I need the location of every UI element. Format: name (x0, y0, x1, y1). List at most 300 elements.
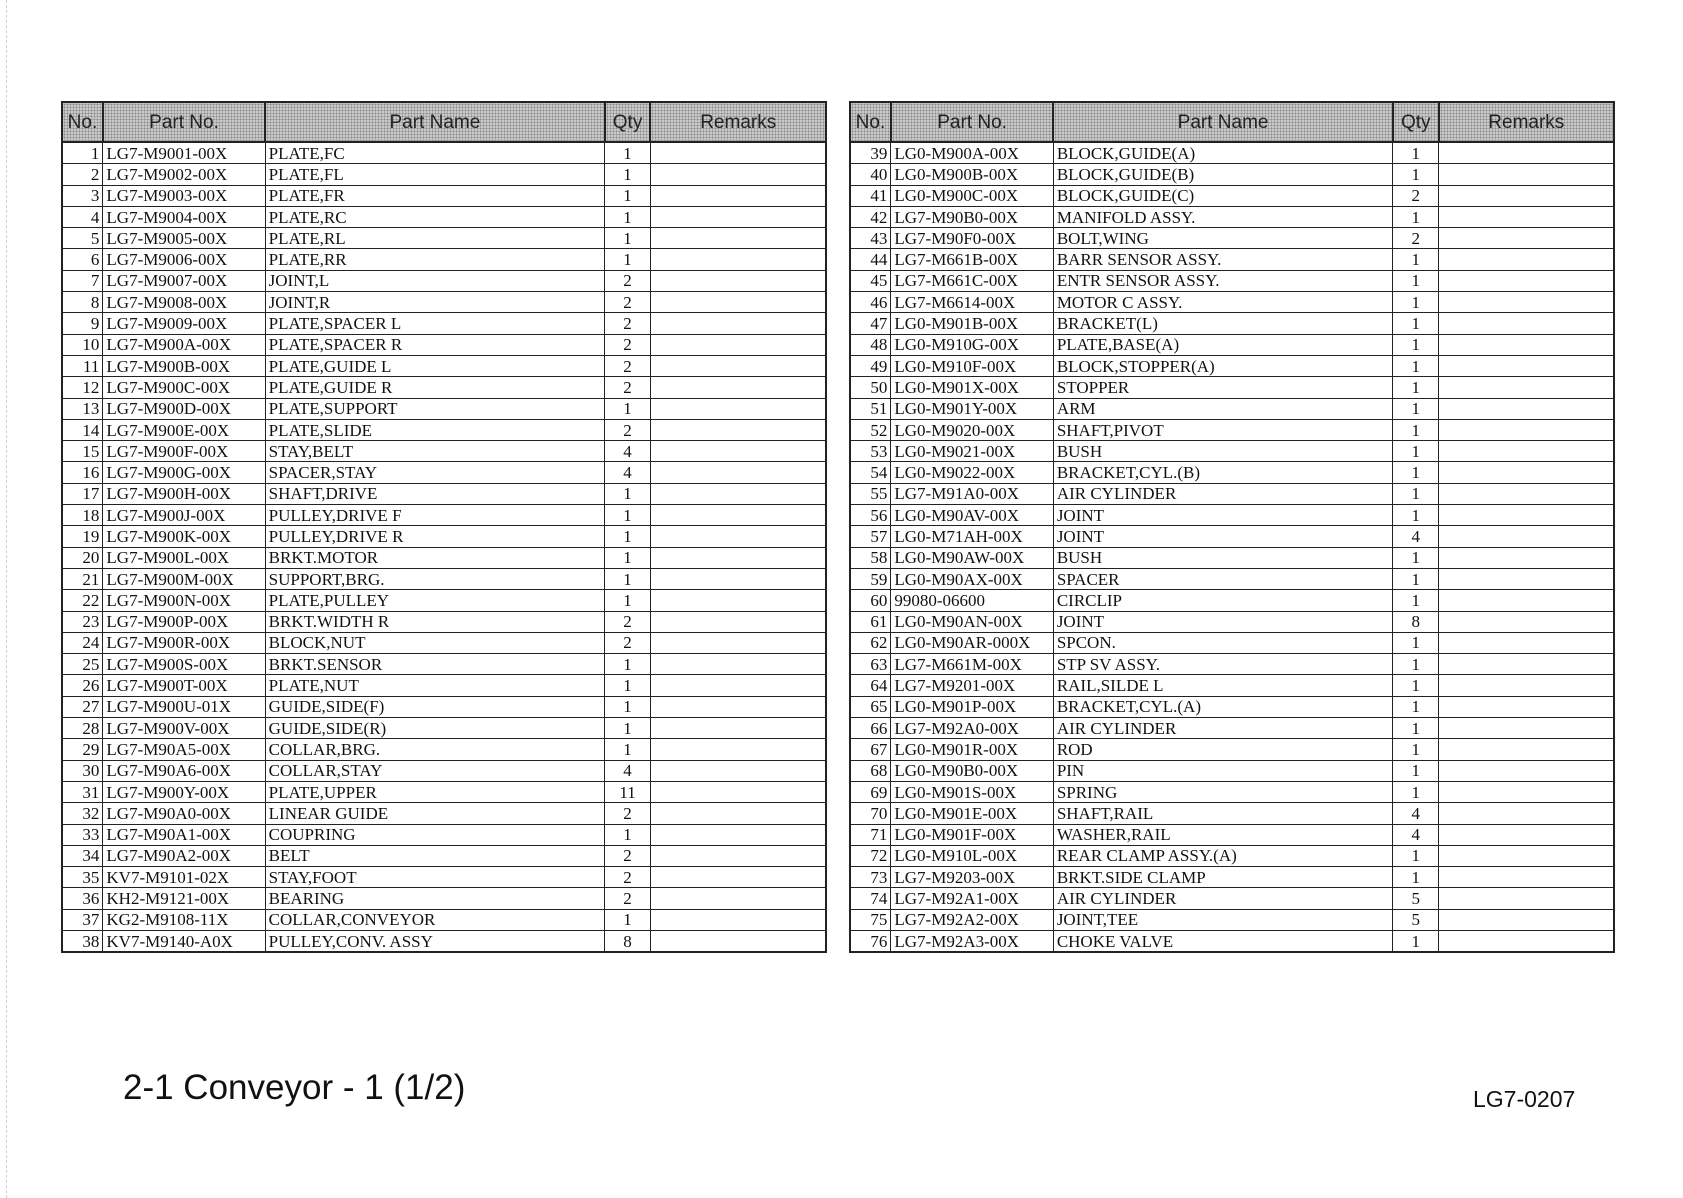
cell-qty: 4 (605, 441, 651, 462)
cell-part-name: CIRCLIP (1053, 590, 1393, 611)
table-row (850, 270, 1614, 291)
table-row (62, 547, 826, 568)
cell-no: 62 (850, 632, 891, 653)
table-row (850, 334, 1614, 355)
parts-table-body (62, 142, 826, 952)
cell-no: 42 (850, 206, 891, 227)
table-row (850, 164, 1614, 185)
cell-part-name: BLOCK,GUIDE(B) (1053, 164, 1393, 185)
cell-part-name: PLATE,SLIDE (265, 419, 605, 440)
cell-no: 9 (62, 313, 103, 334)
cell-qty: 1 (1393, 930, 1439, 952)
cell-part-name: JOINT,R (265, 292, 605, 313)
cell-remarks (650, 419, 826, 440)
cell-part-name: ARM (1053, 398, 1393, 419)
cell-part-no: LG7-M900B-00X (103, 355, 265, 376)
table-row (62, 441, 826, 462)
table-row (62, 483, 826, 504)
table-row (62, 654, 826, 675)
cell-qty: 1 (1393, 739, 1439, 760)
table-row (850, 632, 1614, 653)
cell-no: 51 (850, 398, 891, 419)
cell-no: 56 (850, 505, 891, 526)
cell-part-no: LG0-M901F-00X (891, 824, 1053, 845)
table-row (62, 164, 826, 185)
cell-remarks (650, 164, 826, 185)
cell-part-no: LG0-M901Y-00X (891, 398, 1053, 419)
cell-qty: 2 (605, 419, 651, 440)
cell-part-no: LG7-M90A6-00X (103, 760, 265, 781)
cell-part-no: LG7-M6614-00X (891, 292, 1053, 313)
cell-part-no: LG7-M9008-00X (103, 292, 265, 313)
cell-no: 34 (62, 845, 103, 866)
cell-remarks (650, 632, 826, 653)
header-part-name: Part Name (1053, 102, 1393, 142)
cell-part-name: ENTR SENSOR ASSY. (1053, 270, 1393, 291)
cell-part-no: LG7-M9005-00X (103, 228, 265, 249)
cell-part-no: LG7-M9201-00X (891, 675, 1053, 696)
cell-part-name: BARR SENSOR ASSY. (1053, 249, 1393, 270)
cell-remarks (1439, 228, 1614, 249)
cell-remarks (650, 845, 826, 866)
cell-part-no: LG7-M90A1-00X (103, 824, 265, 845)
cell-part-name: MOTOR C ASSY. (1053, 292, 1393, 313)
cell-part-name: PULLEY,CONV. ASSY (265, 930, 605, 952)
cell-no: 48 (850, 334, 891, 355)
table-row (850, 568, 1614, 589)
cell-part-name: JOINT,TEE (1053, 909, 1393, 930)
header-part-name: Part Name (265, 102, 605, 142)
table-row (62, 462, 826, 483)
cell-no: 43 (850, 228, 891, 249)
cell-part-no: LG7-M900T-00X (103, 675, 265, 696)
cell-qty: 1 (605, 206, 651, 227)
document-code: LG7-0207 (1473, 1086, 1576, 1112)
cell-qty: 1 (1393, 441, 1439, 462)
table-row (62, 313, 826, 334)
table-row (850, 206, 1614, 227)
cell-remarks (1439, 760, 1614, 781)
cell-remarks (650, 824, 826, 845)
table-row (62, 228, 826, 249)
cell-part-no: LG7-M900E-00X (103, 419, 265, 440)
cell-part-no: LG7-M900L-00X (103, 547, 265, 568)
cell-qty: 2 (605, 611, 651, 632)
cell-qty: 1 (1393, 142, 1439, 164)
cell-part-name: PLATE,NUT (265, 675, 605, 696)
cell-no: 23 (62, 611, 103, 632)
cell-remarks (650, 505, 826, 526)
cell-qty: 1 (1393, 675, 1439, 696)
cell-qty: 2 (605, 888, 651, 909)
table-row (62, 355, 826, 376)
table-row (62, 419, 826, 440)
cell-qty: 2 (605, 845, 651, 866)
cell-part-name: PULLEY,DRIVE R (265, 526, 605, 547)
cell-remarks (650, 909, 826, 930)
cell-part-no: LG7-M900P-00X (103, 611, 265, 632)
table-row (850, 845, 1614, 866)
cell-remarks (1439, 654, 1614, 675)
cell-remarks (650, 781, 826, 802)
cell-remarks (650, 228, 826, 249)
cell-part-no: LG7-M900V-00X (103, 718, 265, 739)
cell-no: 44 (850, 249, 891, 270)
cell-no: 45 (850, 270, 891, 291)
cell-remarks (650, 185, 826, 206)
cell-part-no: LG7-M900G-00X (103, 462, 265, 483)
cell-remarks (1439, 249, 1614, 270)
cell-qty: 1 (605, 909, 651, 930)
cell-part-name: GUIDE,SIDE(F) (265, 696, 605, 717)
cell-part-no: LG7-M90F0-00X (891, 228, 1053, 249)
table-row (850, 909, 1614, 930)
cell-remarks (650, 377, 826, 398)
cell-part-name: BLOCK,GUIDE(C) (1053, 185, 1393, 206)
cell-part-name: BOLT,WING (1053, 228, 1393, 249)
cell-part-no: LG7-M9004-00X (103, 206, 265, 227)
table-row (850, 824, 1614, 845)
header-remarks: Remarks (650, 102, 826, 142)
cell-qty: 1 (605, 675, 651, 696)
table-row (62, 696, 826, 717)
cell-part-name: CHOKE VALVE (1053, 930, 1393, 952)
cell-part-no: LG7-M90A5-00X (103, 739, 265, 760)
cell-part-name: BRACKET,CYL.(A) (1053, 696, 1393, 717)
cell-part-name: SUPPORT,BRG. (265, 568, 605, 589)
cell-qty: 2 (605, 334, 651, 355)
cell-part-name: COLLAR,CONVEYOR (265, 909, 605, 930)
cell-qty: 4 (605, 462, 651, 483)
cell-qty: 1 (1393, 781, 1439, 802)
cell-no: 5 (62, 228, 103, 249)
header-part-no: Part No. (891, 102, 1053, 142)
cell-remarks (1439, 718, 1614, 739)
cell-qty: 8 (605, 930, 651, 952)
cell-part-no: LG7-M9001-00X (103, 142, 265, 164)
cell-no: 61 (850, 611, 891, 632)
cell-no: 29 (62, 739, 103, 760)
cell-qty: 1 (1393, 760, 1439, 781)
cell-no: 75 (850, 909, 891, 930)
cell-part-no: LG7-M900H-00X (103, 483, 265, 504)
cell-part-name: BUSH (1053, 547, 1393, 568)
cell-qty: 1 (605, 483, 651, 504)
cell-remarks (1439, 441, 1614, 462)
table-row (62, 781, 826, 802)
cell-qty: 1 (605, 526, 651, 547)
table-row (62, 590, 826, 611)
cell-no: 14 (62, 419, 103, 440)
table-row (62, 739, 826, 760)
cell-remarks (1439, 334, 1614, 355)
cell-part-no: LG7-M900D-00X (103, 398, 265, 419)
cell-qty: 1 (605, 164, 651, 185)
cell-no: 19 (62, 526, 103, 547)
cell-part-name: BRACKET,CYL.(B) (1053, 462, 1393, 483)
table-row (62, 142, 826, 164)
cell-remarks (1439, 206, 1614, 227)
cell-qty: 1 (605, 568, 651, 589)
cell-part-no: LG0-M901B-00X (891, 313, 1053, 334)
cell-part-name: STAY,FOOT (265, 867, 605, 888)
cell-part-no: LG0-M90AN-00X (891, 611, 1053, 632)
cell-part-no: LG0-M90B0-00X (891, 760, 1053, 781)
cell-part-no: LG7-M661B-00X (891, 249, 1053, 270)
cell-no: 67 (850, 739, 891, 760)
table-row (62, 185, 826, 206)
cell-part-name: WASHER,RAIL (1053, 824, 1393, 845)
table-row (62, 398, 826, 419)
cell-remarks (650, 142, 826, 164)
cell-part-name: BLOCK,GUIDE(A) (1053, 142, 1393, 164)
cell-qty: 1 (605, 718, 651, 739)
cell-remarks (1439, 355, 1614, 376)
table-row (850, 142, 1614, 164)
table-row (850, 611, 1614, 632)
cell-no: 76 (850, 930, 891, 952)
table-row (62, 206, 826, 227)
cell-part-name: JOINT (1053, 505, 1393, 526)
cell-part-name: BRACKET(L) (1053, 313, 1393, 334)
cell-part-no: LG7-M9009-00X (103, 313, 265, 334)
scan-edge-line (6, 0, 7, 1198)
cell-remarks (1439, 909, 1614, 930)
cell-part-no: LG7-M90B0-00X (891, 206, 1053, 227)
cell-no: 21 (62, 568, 103, 589)
table-row (850, 803, 1614, 824)
cell-qty: 1 (1393, 398, 1439, 419)
cell-qty: 1 (605, 249, 651, 270)
table-row (850, 398, 1614, 419)
cell-no: 70 (850, 803, 891, 824)
cell-part-name: PLATE,RR (265, 249, 605, 270)
cell-qty: 1 (1393, 867, 1439, 888)
cell-qty: 1 (1393, 313, 1439, 334)
cell-no: 63 (850, 654, 891, 675)
cell-remarks (1439, 462, 1614, 483)
table-row (850, 355, 1614, 376)
cell-qty: 4 (1393, 824, 1439, 845)
table-row (850, 377, 1614, 398)
cell-part-no: LG0-M900A-00X (891, 142, 1053, 164)
cell-part-name: JOINT (1053, 526, 1393, 547)
cell-remarks (1439, 398, 1614, 419)
cell-remarks (1439, 696, 1614, 717)
cell-remarks (1439, 377, 1614, 398)
cell-no: 47 (850, 313, 891, 334)
cell-no: 50 (850, 377, 891, 398)
cell-no: 71 (850, 824, 891, 845)
cell-part-no: LG7-M9003-00X (103, 185, 265, 206)
cell-no: 37 (62, 909, 103, 930)
table-row (850, 483, 1614, 504)
cell-remarks (650, 888, 826, 909)
cell-part-name: RAIL,SILDE L (1053, 675, 1393, 696)
cell-qty: 1 (1393, 292, 1439, 313)
table-row (62, 292, 826, 313)
table-row (62, 930, 826, 952)
cell-part-name: SPRING (1053, 781, 1393, 802)
cell-part-name: BUSH (1053, 441, 1393, 462)
cell-no: 36 (62, 888, 103, 909)
cell-part-no: LG0-M90AX-00X (891, 568, 1053, 589)
cell-qty: 1 (605, 654, 651, 675)
table-row (850, 590, 1614, 611)
cell-no: 66 (850, 718, 891, 739)
cell-remarks (1439, 419, 1614, 440)
cell-part-name: SHAFT,PIVOT (1053, 419, 1393, 440)
cell-remarks (1439, 739, 1614, 760)
cell-part-name: PLATE,BASE(A) (1053, 334, 1393, 355)
cell-part-no: LG7-M661C-00X (891, 270, 1053, 291)
cell-no: 18 (62, 505, 103, 526)
table-row (850, 505, 1614, 526)
cell-qty: 1 (1393, 270, 1439, 291)
table-row (62, 824, 826, 845)
cell-remarks (1439, 568, 1614, 589)
cell-part-name: PLATE,GUIDE R (265, 377, 605, 398)
cell-remarks (1439, 824, 1614, 845)
cell-part-name: PLATE,FL (265, 164, 605, 185)
cell-part-no: 99080-06600 (891, 590, 1053, 611)
cell-part-name: PIN (1053, 760, 1393, 781)
cell-part-no: LG7-M9006-00X (103, 249, 265, 270)
cell-qty: 1 (1393, 568, 1439, 589)
cell-qty: 5 (1393, 888, 1439, 909)
cell-qty: 11 (605, 781, 651, 802)
table-row (850, 718, 1614, 739)
cell-part-no: LG7-M900S-00X (103, 654, 265, 675)
cell-part-name: STAY,BELT (265, 441, 605, 462)
cell-no: 39 (850, 142, 891, 164)
cell-part-name: COLLAR,BRG. (265, 739, 605, 760)
cell-qty: 1 (605, 142, 651, 164)
cell-no: 10 (62, 334, 103, 355)
cell-qty: 4 (1393, 526, 1439, 547)
cell-qty: 5 (1393, 909, 1439, 930)
cell-part-name: PULLEY,DRIVE F (265, 505, 605, 526)
cell-remarks (650, 334, 826, 355)
cell-no: 54 (850, 462, 891, 483)
cell-part-no: KG2-M9108-11X (103, 909, 265, 930)
cell-part-name: AIR CYLINDER (1053, 718, 1393, 739)
cell-no: 2 (62, 164, 103, 185)
cell-part-name: STP SV ASSY. (1053, 654, 1393, 675)
cell-qty: 1 (1393, 590, 1439, 611)
cell-part-no: LG0-M71AH-00X (891, 526, 1053, 547)
cell-no: 72 (850, 845, 891, 866)
cell-remarks (1439, 632, 1614, 653)
cell-part-no: LG7-M661M-00X (891, 654, 1053, 675)
cell-remarks (650, 206, 826, 227)
cell-remarks (1439, 867, 1614, 888)
cell-qty: 1 (1393, 206, 1439, 227)
cell-remarks (1439, 185, 1614, 206)
cell-part-no: LG0-M901S-00X (891, 781, 1053, 802)
cell-no: 59 (850, 568, 891, 589)
table-row (850, 888, 1614, 909)
cell-remarks (650, 739, 826, 760)
cell-no: 68 (850, 760, 891, 781)
cell-qty: 1 (1393, 718, 1439, 739)
cell-part-no: LG0-M910G-00X (891, 334, 1053, 355)
cell-no: 49 (850, 355, 891, 376)
table-row (850, 313, 1614, 334)
cell-no: 28 (62, 718, 103, 739)
cell-part-name: PLATE,FR (265, 185, 605, 206)
cell-qty: 4 (1393, 803, 1439, 824)
cell-remarks (1439, 292, 1614, 313)
cell-part-name: JOINT (1053, 611, 1393, 632)
table-row (850, 292, 1614, 313)
cell-remarks (650, 249, 826, 270)
cell-part-name: PLATE,UPPER (265, 781, 605, 802)
cell-remarks (1439, 526, 1614, 547)
cell-remarks (650, 292, 826, 313)
table-row (62, 611, 826, 632)
cell-remarks (1439, 803, 1614, 824)
table-row (62, 909, 826, 930)
cell-part-no: LG7-M92A0-00X (891, 718, 1053, 739)
cell-part-no: LG0-M90AW-00X (891, 547, 1053, 568)
cell-no: 26 (62, 675, 103, 696)
cell-part-name: JOINT,L (265, 270, 605, 291)
cell-qty: 1 (1393, 696, 1439, 717)
cell-part-no: LG0-M901P-00X (891, 696, 1053, 717)
cell-part-no: LG7-M900Y-00X (103, 781, 265, 802)
cell-no: 55 (850, 483, 891, 504)
cell-qty: 1 (1393, 334, 1439, 355)
parts-table-left (61, 101, 827, 953)
table-row (850, 462, 1614, 483)
table-row (62, 718, 826, 739)
cell-no: 7 (62, 270, 103, 291)
cell-no: 11 (62, 355, 103, 376)
cell-part-no: KV7-M9140-A0X (103, 930, 265, 952)
cell-qty: 1 (1393, 462, 1439, 483)
cell-part-no: LG7-M900K-00X (103, 526, 265, 547)
cell-remarks (1439, 781, 1614, 802)
cell-no: 6 (62, 249, 103, 270)
cell-qty: 1 (1393, 483, 1439, 504)
cell-no: 4 (62, 206, 103, 227)
cell-remarks (650, 590, 826, 611)
cell-part-name: ROD (1053, 739, 1393, 760)
cell-part-name: PLATE,RL (265, 228, 605, 249)
cell-no: 69 (850, 781, 891, 802)
cell-part-name: LINEAR GUIDE (265, 803, 605, 824)
cell-qty: 1 (1393, 632, 1439, 653)
table-row (850, 781, 1614, 802)
cell-qty: 2 (605, 377, 651, 398)
cell-remarks (650, 718, 826, 739)
cell-part-no: LG7-M92A2-00X (891, 909, 1053, 930)
cell-part-no: LG0-M9022-00X (891, 462, 1053, 483)
cell-remarks (1439, 483, 1614, 504)
cell-part-no: LG0-M901E-00X (891, 803, 1053, 824)
cell-qty: 2 (605, 355, 651, 376)
cell-part-name: GUIDE,SIDE(R) (265, 718, 605, 739)
table-row (62, 334, 826, 355)
table-row (62, 803, 826, 824)
table-row (62, 867, 826, 888)
cell-no: 58 (850, 547, 891, 568)
cell-qty: 1 (605, 185, 651, 206)
cell-qty: 1 (605, 696, 651, 717)
cell-no: 33 (62, 824, 103, 845)
cell-qty: 1 (1393, 377, 1439, 398)
